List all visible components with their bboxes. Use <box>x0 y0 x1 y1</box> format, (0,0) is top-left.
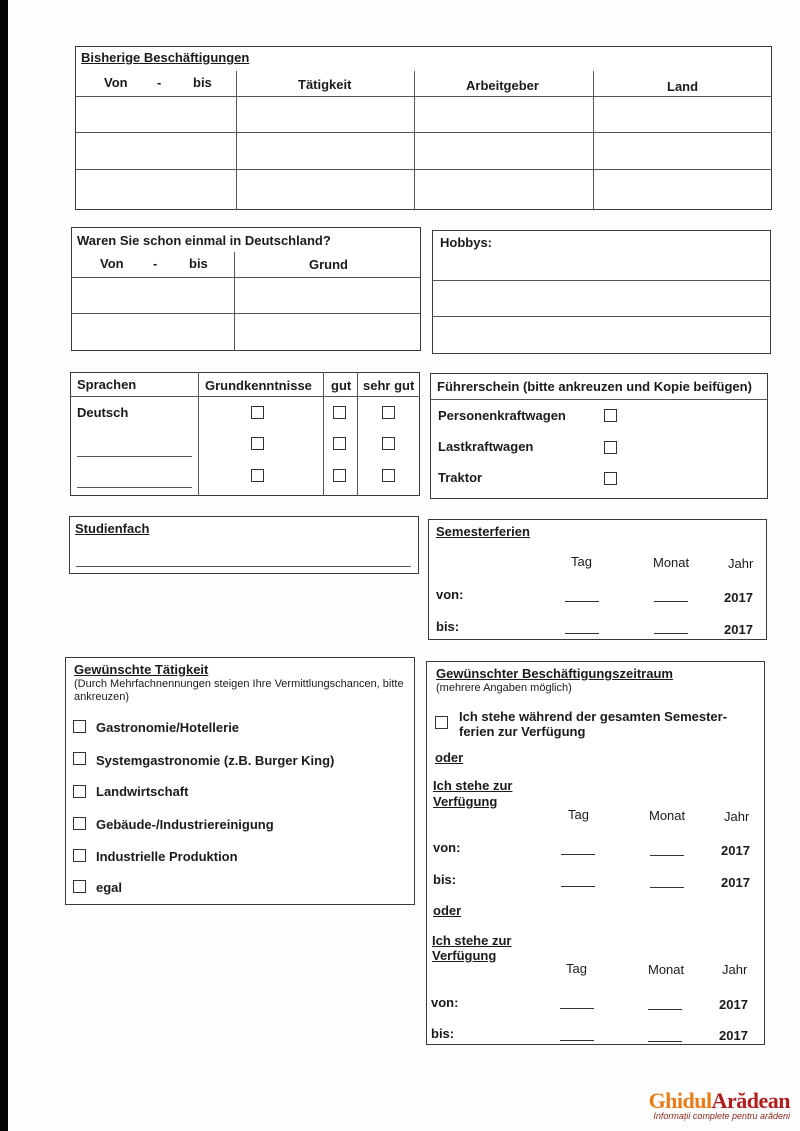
employment-cell[interactable] <box>76 170 235 208</box>
period-1-from-year: 2017 <box>721 843 750 858</box>
germany-col-reason: Grund <box>309 257 348 272</box>
germany-col-from: Von <box>100 256 124 271</box>
employment-cell[interactable] <box>76 133 235 168</box>
activity-option-production: Industrielle Produktion <box>96 849 238 864</box>
ghidul-aradean-logo <box>649 1088 790 1121</box>
semester-year-label: Jahr <box>728 556 754 571</box>
activity-option-any: egal <box>96 880 123 895</box>
period-full-label-line1: Ich stehe während der gesamten Semester- <box>459 709 728 724</box>
period-2-day-label: Tag <box>566 961 587 976</box>
desired-activity-note: (Durch Mehrfachnennungen steigen Ihre Vermittlungschancen, bitte ankreuzen) <box>74 678 404 703</box>
semester-day-label: Tag <box>571 554 592 569</box>
table-col-line <box>198 372 199 496</box>
activity-option-cleaning: Gebäude-/Industriereinigung <box>96 817 274 832</box>
period-2-to-label: bis: <box>431 1026 455 1041</box>
table-col-line <box>593 71 594 210</box>
period-available-1-line2: Verfügung <box>433 794 498 809</box>
period-1-year-label: Jahr <box>724 809 750 824</box>
period-1-day-label: Tag <box>568 807 589 822</box>
semester-from-label: von: <box>436 587 464 602</box>
table-col-line <box>357 372 358 496</box>
employment-col-to: bis <box>193 75 212 90</box>
languages-col-basic: Grundkenntnisse <box>205 378 312 393</box>
period-2-to-day-field[interactable] <box>560 1040 594 1041</box>
table-row-line <box>70 396 420 397</box>
period-2-from-year: 2017 <box>719 997 748 1012</box>
period-full-label-line2: ferien zur Verfügung <box>459 724 586 739</box>
language-checkbox[interactable] <box>382 469 395 482</box>
period-1-to-day-field[interactable] <box>561 886 595 887</box>
hobbies-line <box>432 280 771 281</box>
period-or-1: oder <box>435 750 464 765</box>
activity-checkbox-any[interactable] <box>73 880 86 893</box>
activity-checkbox-agriculture[interactable] <box>73 785 86 798</box>
period-1-from-month-field[interactable] <box>650 855 684 856</box>
period-full-checkbox[interactable] <box>435 716 448 729</box>
activity-option-gastronomy: Gastronomie/Hotellerie <box>96 720 240 735</box>
table-row-line <box>71 313 421 314</box>
study-title: Studienfach <box>75 521 150 536</box>
germany-col-to: bis <box>189 256 208 271</box>
period-1-to-year: 2017 <box>721 875 750 890</box>
activity-option-system-gastronomy: Systemgastronomie (z.B. Burger King) <box>96 753 335 768</box>
activity-option-agriculture: Landwirtschaft <box>96 784 189 799</box>
period-1-from-day-field[interactable] <box>561 854 595 855</box>
semester-to-day-field[interactable] <box>565 633 599 634</box>
employment-col-from: Von <box>104 75 128 90</box>
germany-col-dash: - <box>153 256 158 271</box>
license-car-checkbox[interactable] <box>604 409 617 422</box>
hobbies-title: Hobbys: <box>440 235 492 250</box>
activity-checkbox-production[interactable] <box>73 849 86 862</box>
language-checkbox[interactable] <box>333 437 346 450</box>
period-2-from-label: von: <box>431 995 459 1010</box>
semester-month-label: Monat <box>653 555 690 570</box>
table-col-line <box>323 372 324 496</box>
period-2-to-month-field[interactable] <box>648 1041 682 1042</box>
period-2-to-year: 2017 <box>719 1028 748 1043</box>
table-row-line <box>71 277 421 278</box>
language-blank-line[interactable] <box>77 456 192 457</box>
period-1-from-label: von: <box>433 840 461 855</box>
license-truck-label: Lastkraftwagen <box>438 439 534 454</box>
scan-edge <box>0 0 8 1131</box>
license-title: Führerschein (bitte ankreuzen und Kopie beifügen) <box>437 379 752 394</box>
languages-col-good: gut <box>331 378 352 393</box>
license-car-label: Personenkraftwagen <box>438 408 566 423</box>
semester-from-month-field[interactable] <box>654 601 688 602</box>
period-available-1-line1: Ich stehe zur <box>433 778 513 793</box>
activity-checkbox-gastronomy[interactable] <box>73 720 86 733</box>
logo-brand-part2: Arădean <box>711 1088 790 1113</box>
study-blank-line[interactable] <box>76 566 411 567</box>
desired-activity-title: Gewünschte Tätigkeit <box>74 662 209 677</box>
desired-period-title: Gewünschter Beschäftigungszeitraum <box>436 666 673 681</box>
hobbies-line <box>432 316 771 317</box>
languages-col-language: Sprachen <box>77 377 137 392</box>
table-col-line <box>414 71 415 210</box>
period-available-2-line1: Ich stehe zur <box>432 933 512 948</box>
period-1-to-month-field[interactable] <box>650 887 684 888</box>
language-checkbox[interactable] <box>382 406 395 419</box>
semester-title: Semesterferien <box>436 524 530 539</box>
period-1-to-label: bis: <box>433 872 457 887</box>
language-blank-line[interactable] <box>77 487 192 488</box>
semester-from-day-field[interactable] <box>565 601 599 602</box>
language-checkbox[interactable] <box>382 437 395 450</box>
logo-brand-part1: Ghidul <box>648 1088 712 1113</box>
employment-history-title: Bisherige Beschäftigungen <box>81 50 250 65</box>
period-1-month-label: Monat <box>649 808 686 823</box>
semester-to-month-field[interactable] <box>654 633 688 634</box>
license-title-line <box>430 399 768 400</box>
germany-visit-title: Waren Sie schon einmal in Deutschland? <box>77 233 331 248</box>
employment-cell[interactable] <box>76 97 235 131</box>
license-tractor-label: Traktor <box>438 470 483 485</box>
period-2-year-label: Jahr <box>722 962 748 977</box>
employment-col-employer: Arbeitgeber <box>466 78 539 93</box>
languages-col-very-good: sehr gut <box>363 378 415 393</box>
period-available-2-line2: Verfügung <box>432 948 497 963</box>
license-tractor-checkbox[interactable] <box>604 472 617 485</box>
activity-checkbox-cleaning[interactable] <box>73 817 86 830</box>
employment-col-country: Land <box>667 79 699 94</box>
period-2-from-day-field[interactable] <box>560 1008 594 1009</box>
language-checkbox[interactable] <box>333 469 346 482</box>
period-2-month-label: Monat <box>648 962 685 977</box>
period-or-2: oder <box>433 903 462 918</box>
semester-to-label: bis: <box>436 619 460 634</box>
language-checkbox[interactable] <box>251 406 264 419</box>
language-checkbox[interactable] <box>251 437 264 450</box>
employment-col-dash: - <box>157 75 162 90</box>
table-col-line <box>234 252 235 351</box>
period-2-from-month-field[interactable] <box>648 1009 682 1010</box>
logo-tagline: Informații complete pentru arădeni <box>653 1111 790 1121</box>
language-checkbox[interactable] <box>333 406 346 419</box>
semester-to-year: 2017 <box>724 622 753 637</box>
language-checkbox[interactable] <box>251 469 264 482</box>
semester-from-year: 2017 <box>724 590 753 605</box>
employment-col-activity: Tätigkeit <box>298 77 352 92</box>
activity-checkbox-system-gastronomy[interactable] <box>73 752 86 765</box>
language-row-german: Deutsch <box>77 405 129 420</box>
license-truck-checkbox[interactable] <box>604 441 617 454</box>
desired-period-note: (mehrere Angaben möglich) <box>436 682 572 694</box>
table-col-line <box>236 71 237 210</box>
